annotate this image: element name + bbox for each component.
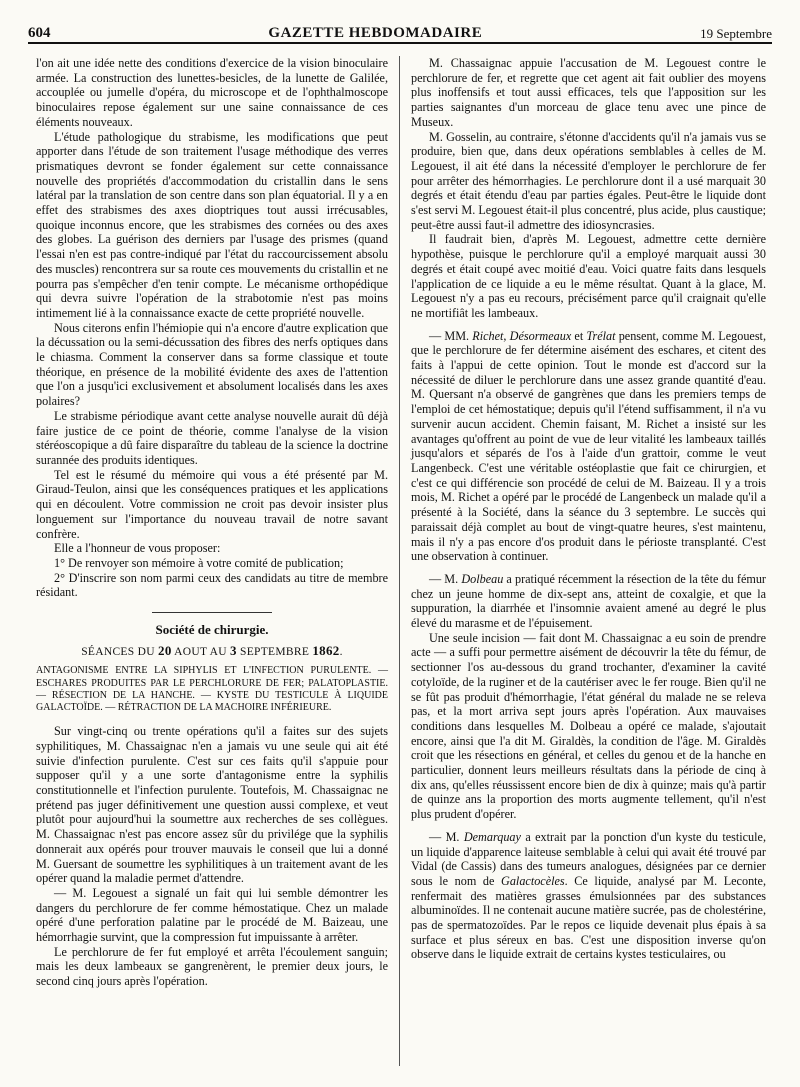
paragraph: Le strabisme périodique avant cette analyse nouvelle aurait dû déjà faire justice de ce point de théorie, comme l'analyse de la vision stéréoscopique a dû faire disparaître du tableau de la science la doctrine surannée des produits identiques. — [36, 408, 388, 467]
text-run: a extrait par la ponction d'un kyste du testicule, un liquide d'apparence laiteuse semblable à celui qui avait été trouvé par Vidal (de Cassis) dans des tumeurs analogues, désignées par ce dernier sous le nom de — [411, 829, 766, 888]
paragraph — [411, 329, 766, 564]
paragraph: M. Gosselin, au contraire, s'étonne d'accidents qu'il n'a jamais vus se produire, bien que, dans deux opérations semblables à celles de M. Legouest, il ait été dans la nécessité d'employer le perchlorure de fer pour arrêter des hémorrhagies. Le perchlorure dont il a usé marquait 30 degrés et était étendu d'eau par parties égales. Peut-être le liquide dont s'est servi M. Legouest était-il plus concentré, plus acide, plus caustique; peut-être aussi faut-il admettre des idiosyncrasies. — [411, 129, 766, 232]
paragraph: L'étude pathologique du strabisme, les modifications que peut apporter dans l'étude de son traitement l'usage méthodique des verres prismatiques devront se fonder également sur cette connaissance nouvelle des propriétés d'accommodation du cristallin dans le sens latéral par la translation de son centre dans son plan équatorial. Il y a en effet des strabismes des axes dioptriques tout aussi irrécusables, quoique inconnus encore, que les strabismes des cornées ou des axes des globes. La guérison des derniers par l'usage des prismes (quand l'essai n'en est pas contre-indiqué par l'état du raccourcissement absolu des muscles) rencontrera sur sa route ces mouvements du cristallin et ne pourra pas s'empêcher d'en tenir compte. Le mécanisme orthopédique qui devra suivre l'opération de la strabotomie n'est pas moins intimement lié à la connaissance exacte de cette propriété nouvelle. — [36, 129, 388, 320]
column-divider — [399, 56, 400, 1066]
dates-text: SEPTEMBRE — [236, 645, 313, 658]
text-run: pensent, comme M. Legouest, que le perchlorure de fer détermine aisément des eschares, et citent des faits à l'appui de cette opinion. Tout le monde est d'accord sur la nécessité de diluer le perchlorure dans une assez grande quantité d'eau. M. Quersant n'a observé de gangrènes que dans les premiers temps de l'emploi de cet hémostatique; depuis qu'il l'étend suffisamment, il n'a vu survenir aucun accident. Chemin faisant, M. Richet a insisté sur les avantages qu'offrent au point de vue de leur vitalité les lambeaux taillés jusqu'alors et séparés de l'os à l'aide d'un grattoir, comme le veut Langenbeck. C'est une véritable ostéoplastie que fait ce chirurgien, et c'est ce qui différencie son procédé de celui de M. Baizeau. Il y a trois mois, M. Richet a opéré par le procédé de Langenbeck un malade qu'il a présenté à la Société, dans la séance du 3 septembre. Le succès qui paraissait déjà complet au bout de vingt-quatre heures, s'est maintenu, mais il n'y a pas encore d'os produit dans le périoste transplanté. C'est une observation à continuer. — [411, 328, 766, 564]
paragraph: Le perchlorure de fer fut employé et arrêta l'écoulement sanguin; mais les deux lambeaux se gangrenèrent, le premier deux jours, le second cinq jours après l'opération. — [36, 944, 388, 989]
paragraph: Elle a l'honneur de vous proposer: — [54, 541, 221, 556]
page-header — [28, 16, 772, 44]
text-run: , — [503, 328, 510, 343]
text-run: et — [571, 328, 587, 343]
person-name: Désormeaux — [509, 328, 572, 343]
date-day-1: 20 — [158, 642, 172, 658]
date-year: 1862 — [312, 642, 340, 658]
paragraph — [411, 572, 766, 631]
text-run: — M. — [429, 571, 462, 586]
right-column — [411, 56, 766, 962]
text-run: — MM. — [429, 328, 473, 343]
paragraph: Il faudrait bien, d'après M. Legouest, admettre cette dernière hypothèse, puisque le perchlorure qu'il a employé marquait aussi 30 degrés et était coupé avec moitié d'eau. Voici quatre faits dans lesquels l'application de ce liquide a eu le même résultat. Quant à la glace, M. Legouest n'y a pas eu recours, précisément parce qu'il craignait qu'elle ne mortifiât les lambeaux. — [411, 232, 766, 320]
masthead-title: GAZETTE HEBDOMADAIRE — [268, 25, 483, 41]
section-summary: ANTAGONISME ENTRE LA SIPHYLIS ET L'INFECTION PURULENTE. — ESCHARES PRODUITES PAR LE PERCHLORURE DE FER; PALATOPLASTIE. — RÉSECTION DE LA HANCHE. — KYSTE DU TESTICULE À LIQUIDE GALACTOÏDE. — RÉTRACTION DE LA MACHOIRE INFÉRIEURE. — [36, 665, 388, 714]
person-name: Dolbeau — [461, 571, 504, 586]
paragraph: Tel est le résumé du mémoire qui vous a été présenté par M. Giraud-Teulon, ainsi que les conséquences pratiques et les applications qui en découlent. Votre commission ne croit pas devoir insister plus longuement sur l'importance du nouveau travail de notre savant confrère. — [36, 467, 388, 541]
dates-text: AOUT AU — [171, 645, 231, 658]
paragraph: l'on ait une idée nette des conditions d'exercice de la vision binoculaire armée. La construction des lunettes-besicles, de la lunette de Galilée, accouplée ou jumelle d'opéra, du microscope et de l'ophthalmoscope binoculaires repose également sur une saine connaissance de ces éléments nouveaux. — [36, 56, 388, 129]
dates-text: SÉANCES DU — [81, 645, 159, 658]
section-title: Société de chirurgie. — [155, 622, 269, 638]
paragraph: Une seule incision — fait dont M. Chassaignac a eu soin de prendre acte — a suffi pour permettre aisément de découvrir la tête du fémur, de sectionner l'os au-dessous du grand trochanter, d'examiner la cavité cotyloïde, de la ruginer et de la cautériser avec le fer rouge. Bien qu'il ne se fût pas produit d'hémorrhagie, l'état général du malade ne se releva pas, et la mort arriva sept jours après l'opération. Aux mauvaises conditions dans lesquelles M. Dolbeau a opéré ce malade, s'ajoutait encore, ainsi que l'a dit M. Giraldès, la condition de l'âge. M. Giraldès croit que les résections en général, et celles du genou et de la hanche en particulier, donnent leurs meilleurs résultats dans la période de cinq à dix ans, qu'elles réussissent encore bien de dix à quinze; mais qu'à partir de quinze ans la proportion des morts augmente tellement, qu'il n'est plus prudent d'opérer. — [411, 630, 766, 822]
paragraph: Nous citerons enfin l'hémiopie qui n'a encore d'autre explication que la décussation ou la semi-décussation des fibres des nerfs optiques dans le chiasma. Comment la conserver dans sa forme classique et toute théorique, en présence de la mobilité évidente des axes de l'attention que l'on a jusqu'ici exclusivement et absolument localisés dans les axes polaires? — [36, 320, 388, 409]
page-number: 604 — [28, 25, 51, 41]
paragraph — [411, 830, 766, 962]
paragraph: 1° De renvoyer son mémoire à votre comité de publication; — [54, 555, 344, 570]
paragraph: M. Chassaignac appuie l'accusation de M. Legouest contre le perchlorure de fer, et regrette que cet agent ait fait oublier des moyens plus inoffensifs et tout aussi efficaces, tels que l'apposition sur les parties saignantes d'un morceau de glace tenu avec une pince de Museux. — [411, 56, 766, 129]
text-run: — M. — [429, 829, 464, 844]
date-day-2: 3 — [230, 642, 237, 658]
issue-date: 19 Septembre — [700, 26, 772, 41]
left-column — [36, 56, 388, 989]
paragraph: 2° D'inscrire son nom parmi ceux des candidats au titre de membre résidant. — [36, 570, 388, 600]
medical-term: Galactocèles — [501, 873, 565, 888]
text-run: a pratiqué récemment la résection de la tête du fémur chez un jeune homme de dix-sept ans, atteint de coxalgie, et que la suppuration, la diarrhée et l'insomnie avaient amené au degré le plus élevé du marasme et de l'épuisement. — [411, 571, 766, 631]
person-name: Demarquay — [463, 829, 521, 844]
text-run: . Ce liquide, analysé par M. Leconte, renfermait des matières grasses émulsionnées par des substances albuminoïdes. Il ne contenait aucune matière sucrée, pas de cholestérine, pas de spermatozoïdes. Par le repos ce liquide devenait plus épais à sa surface et plus séreux en bas. C'est une disposition inverse qu'on observe dans le liquide extrait de certains kystes testiculaires, ou — [411, 873, 767, 962]
section-rule — [152, 612, 272, 613]
paragraph: — M. Legouest a signalé un fait qui lui semble démontrer les dangers du perchlorure de fer comme hémostatique. Chez un malade opéré d'une perforation palatine par le procédé de M. Baizeau, une hémorrhagie survint, que la compression fut impuissante à arrêter. — [36, 885, 388, 945]
paragraph: Sur vingt-cinq ou trente opérations qu'il a faites sur des sujets syphilitiques, M. Chassaignac n'en a jamais vu une seule qui ait été suivie d'infection purulente. C'est sur ces faits qu'il s'appuie pour supposer qu'il y a une sorte d'antagonisme entre la syphilis constitutionnelle et l'infection purulente. Toutefois, M. Chassaignac ne prétend pas juger définitivement une question aussi complexe, et veut plutôt pour aujourd'hui la soumettre aux recherches de ses collègues. M. Chassaignac n'est pas encore assez sûr du privilége que la syphilis donnerait aux opérés pour trouver mauvais le conseil que lui a donné M. Guersant de soumettre les syphilitiques à un traitement avant de les opérer quand la maladie permet d'attendre. — [36, 724, 388, 886]
dates-text: . — [339, 645, 343, 658]
person-name: Richet — [472, 328, 504, 343]
section-dates — [36, 644, 388, 660]
person-name: Trélat — [586, 328, 616, 343]
